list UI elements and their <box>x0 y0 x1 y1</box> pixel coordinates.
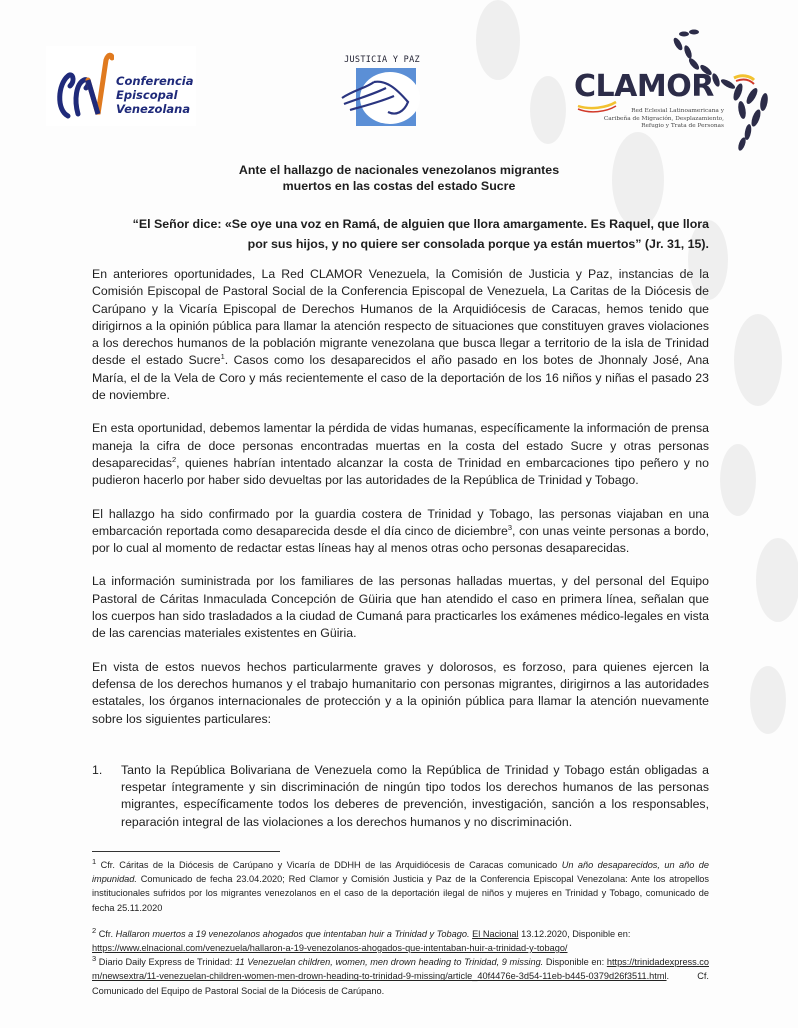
footnote-3-link[interactable]: https://trinidadexpress.com/newsextra/11-venezuelan-children-women-men-drown-heading-to-trinidad-9-missing/article_40f4476e-3d54-11eb-b445-0379d26f3511.html <box>92 957 709 982</box>
cev-monogram-icon <box>54 50 114 122</box>
paragraph-5: En vista de estos nuevos hechos particularmente graves y dolorosos, es forzoso, para quienes ejercen la defensa de los derechos humanos y el trabajo humanitario con personas migrantes, dirigirnos a las autoridades estatales, los órganos internacionales de protección y a la opinión pública para llamar la atención nuevamente sobre los siguientes particulares: <box>92 659 709 726</box>
clamor-subtitle-line2: Caribeña de Migración, Desplazamiento, <box>603 115 724 122</box>
list-item-text: Tanto la República Bolivariana de Venezuela como la República de Trinidad y Tobago están obligadas a respetar íntegramente y sin discriminación de ningún tipo todos los derechos humanos de las personas migrantes, específicamente todos los deberes de prevención, investigación, sanción a los responsables, reparación integral de las violaciones a los derechos humanos y no discriminación. <box>121 762 709 829</box>
paragraph-3-text-b: , con unas veinte personas a bordo, por lo cual al momento de redactar estas líneas hay al menos otras ocho personas desaparecidas. <box>92 523 709 556</box>
paragraph-3-text-a: El hallazgo ha sido confirmado por la guardia costera de Trinidad y Tobago, las personas viajaban en una embarcación reportada como desaparecida desde el día cinco de diciembre <box>92 506 709 538</box>
title-line1: Ante el hallazgo de nacionales venezolanos migrantes <box>238 163 560 177</box>
list-item-number: 1. <box>92 762 103 777</box>
cev-logo-line1: Conferencia <box>116 74 194 88</box>
footnote-separator <box>92 851 280 852</box>
paragraph-1-text-a: En anteriores oportunidades, La Red CLAMOR Venezuela, la Comisión de Justicia y Paz, instancias de la Comisión Episcopal de Pastoral Social de la Conferencia Episcopal de Venezuela, La Caritas de la Diócesis de Carúpano y la Vicaría Episcopal de Derechos Humanos de la Arquidiócesis de Caracas, hemos tenido que dirigirnos a la opinión pública para llamar la atención respecto de situaciones que constituyen graves violaciones a los derechos humanos de la población migrante venezolana que busca llegar a territorio de la isla de Trinidad desde el estado Sucre <box>92 267 709 368</box>
footnote-3-number: 3 <box>92 954 97 964</box>
clamor-subtitle-line1: Red Eclesial Latinoamericana y <box>631 108 724 114</box>
footnote-ref-2[interactable]: 2 <box>171 454 177 464</box>
justicia-paz-logo <box>334 52 426 132</box>
paragraph-2-text-b: , quienes habrían intentado alcanzar la costa de Trinidad en embarcaciones tipo peñero y no pudieron hacerlo por haber sido devueltas por las autoridades de la República de Trinidad y Tobago. <box>92 455 709 488</box>
footnote-2-number: 2 <box>92 925 97 935</box>
numbered-list <box>92 762 709 831</box>
footnote-ref-1[interactable]: 1 <box>220 352 225 362</box>
cev-logo <box>46 46 196 126</box>
footnote-1-text-b: Comunicado de fecha 23.04.2020; Red Clamor y Comisión Justicia y Paz de la Conferencia Episcopal Venezolana: Ante los atropellos institucionales sufridos por los migrantes venezolanos en el caso de la deportación ilegal de niños y mujeres en Trinidad y Tobago, comunicado de fecha 25.11.2020 <box>92 874 709 913</box>
footnote-2-text-b: 13.12.2020, Disponible en: <box>518 928 631 939</box>
footnote-2-text-a: Cfr. <box>96 928 116 939</box>
cev-logo-line2: Episcopal <box>116 88 178 102</box>
list-item <box>92 762 709 831</box>
title-line2: muertos en las costas del estado Sucre <box>282 179 516 193</box>
paragraph-2-text-a: En esta oportunidad, debemos lamentar la pérdida de vidas humanas, específicamente la información de prensa maneja la cifra de doce personas encontradas muertas en la costa del estado Sucre y otras personas desaparecidas <box>92 421 709 470</box>
epigraph-quote <box>95 214 709 254</box>
logo-header <box>0 0 798 152</box>
footnote-2-source: El Nacional <box>472 928 519 939</box>
clamor-logo-word: CLAMOR <box>574 69 714 104</box>
paragraph-4: La información suministrada por los familiares de las personas halladas muertas, y del personal del Equipo Pastoral de Cáritas Inmaculada Concepción de Güiria que han atendido el caso en primera línea, señalan que los cuerpos han sido trasladados a la ciudad de Cumaná para practicarles los exámenes médico-legales en vista de las carencias materiales existentes en Güiria. <box>92 574 709 641</box>
clamor-logo-subtitle <box>596 108 724 131</box>
footnote-3-text-b: Disponible en: <box>543 957 605 968</box>
clamor-subtitle-line3: Refugio y Trata de Personas <box>641 123 724 129</box>
clamor-logo <box>566 22 798 152</box>
footnote-1 <box>92 858 709 915</box>
quote-line1: “El Señor dice: «Se oye una voz en Ramá, de alguien que llora amargamente. Es Raquel, que llora <box>132 217 709 231</box>
footnote-3-text-c: . Cf. Comunicado del Equipo de Pastoral Social de la Diócesis de Carúpano. <box>92 971 709 996</box>
footnote-3 <box>92 955 709 998</box>
footnote-1-number: 1 <box>92 856 97 866</box>
footnote-1-title: Un año desaparecidos, un año de impunidad. <box>92 860 709 885</box>
footnote-3-text-a: Diario Daily Express de Trinidad: <box>96 957 236 968</box>
justicia-paz-logo-text: JUSTICIA Y PAZ <box>344 55 420 65</box>
footnote-2 <box>92 927 709 955</box>
document-body <box>92 162 709 1028</box>
paragraph-3 <box>92 506 709 558</box>
cev-logo-line3: Venezolana <box>116 102 191 116</box>
document-title <box>0 162 798 194</box>
paragraph-2 <box>92 420 709 489</box>
footnote-2-link[interactable]: https://www.elnacional.com/venezuela/hallaron-a-19-venezolanos-ahogados-que-intentaban-huir-a-trinidad-y-tobago/ <box>92 943 568 954</box>
footnote-3-title: 11 Venezuelan children, women, men drown heading to Trinidad, 9 missing. <box>235 957 544 968</box>
footnote-1-text-a: Cfr. Cáritas de la Diócesis de Carúpano y Vicaría de DDHH de las Arquidiócesis de Caracas comunicado <box>96 860 562 871</box>
footnote-ref-3[interactable]: 3 <box>507 522 512 532</box>
footnote-2-title: Hallaron muertos a 19 venezolanos ahogados que intentaban huir a Trinidad y Tobago. <box>115 928 470 939</box>
paragraph-1-text-b: . Casos como los desaparecidos el año pasado en los botes de Jhonnaly José, Ana María, el de la Vela de Coro y más recientemente el caso de la deportación de los 16 niños y niñas el pasado 23 de noviembre. <box>92 353 709 403</box>
paragraph-1 <box>92 266 709 404</box>
quote-line2: por sus hijos, y no quiere ser consolada porque ya están muertos” (Jr. 31, 15). <box>247 237 709 251</box>
